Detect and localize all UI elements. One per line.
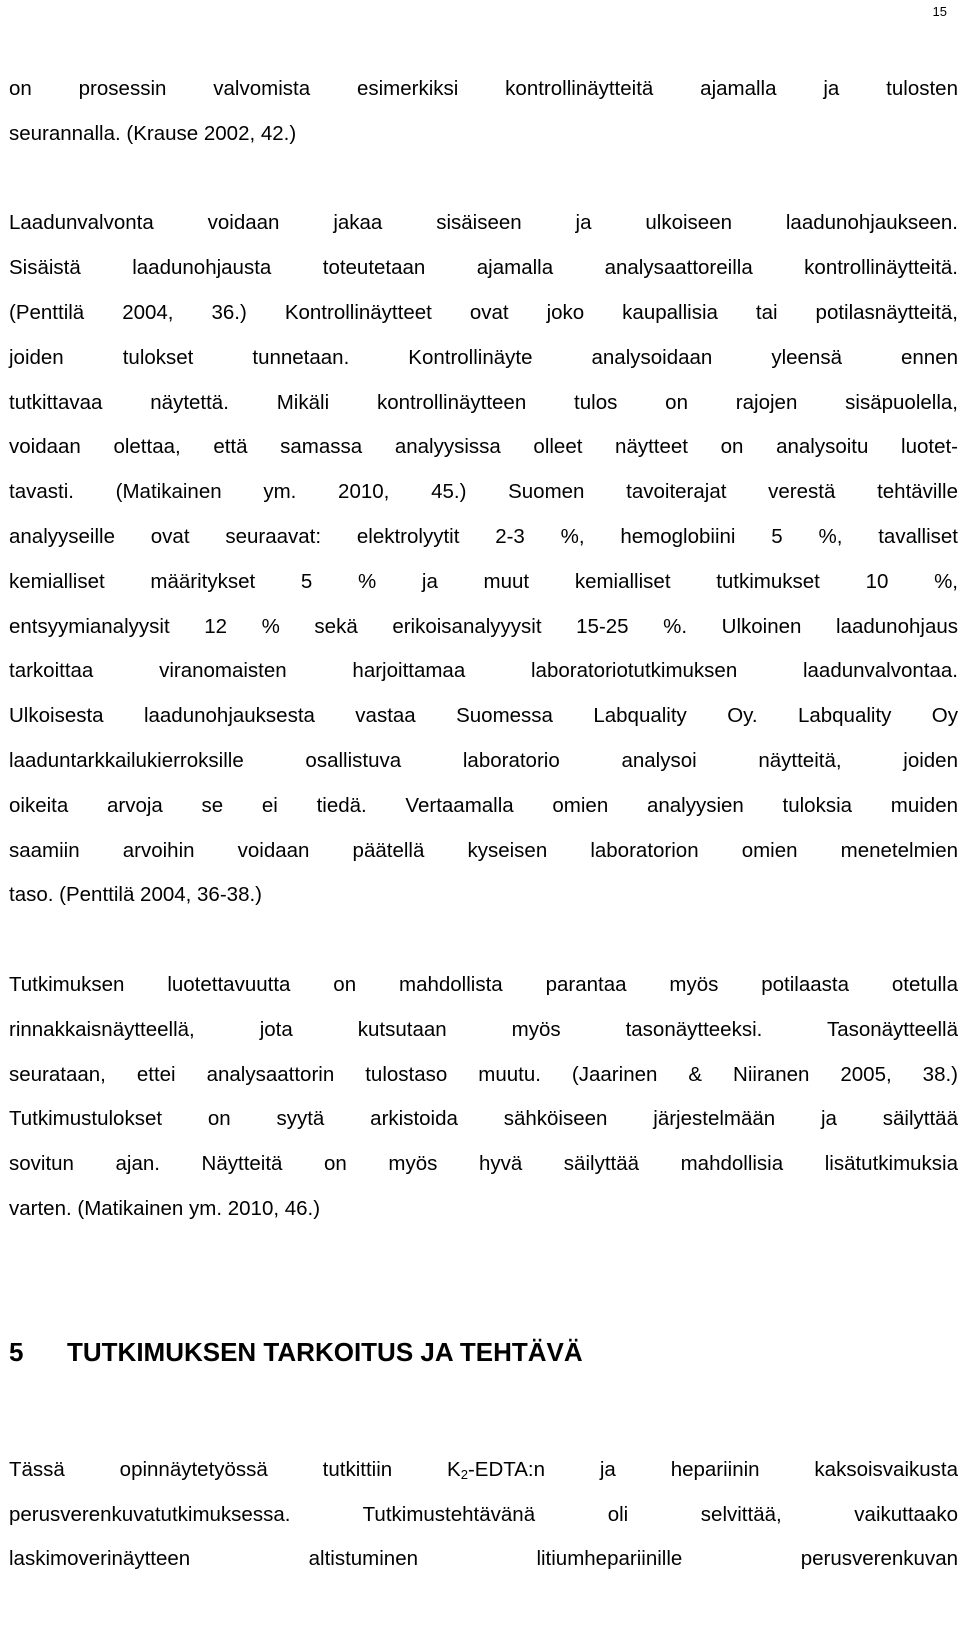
text-line: Sisäistä laadunohjausta toteutetaan ajamalla analysaattoreilla kontrollinäytteitä.: [9, 256, 958, 280]
text-line: Ulkoisesta laadunohjauksesta vastaa Suomessa Labquality Oy. Labquality Oy: [9, 704, 958, 728]
paragraph-3: [9, 963, 958, 1232]
text-line: tarkoittaa viranomaisten harjoittamaa laboratoriotutkimuksen laadunvalvontaa.: [9, 659, 958, 683]
text-line: perusverenkuvatutkimuksessa. Tutkimustehtävänä oli selvittää, vaikuttaako: [9, 1502, 958, 1526]
text-line: rinnakkaisnäytteellä, jota kutsutaan myös tasonäytteeksi. Tasonäytteellä: [9, 1017, 958, 1041]
text-line: Tutkimuksen luotettavuutta on mahdollista parantaa myös potilaasta otetulla: [9, 972, 958, 996]
text-fragment: -EDTA:n ja hepariinin kaksoisvaikusta: [467, 1457, 958, 1481]
paragraph-4: [9, 1448, 958, 1582]
text-line: analyyseille ovat seuraavat: elektrolyytit 2-3 %, hemoglobiini 5 %, tavalliset: [9, 524, 958, 548]
text-line: tutkittavaa näytettä. Mikäli kontrollinäytteen tulos on rajojen sisäpuolella,: [9, 390, 958, 414]
text-line: oikeita arvoja se ei tiedä. Vertaamalla omien analyysien tuloksia muiden: [9, 793, 958, 817]
text-line: on prosessin valvomista esimerkiksi kontrollinäytteitä ajamalla ja tulosten: [9, 77, 958, 100]
text-line: varten. (Matikainen ym. 2010, 46.): [9, 1196, 321, 1220]
text-line: entsyymianalyysit 12 % sekä erikoisanalyyysit 15-25 %. Ulkoinen laadunohjaus: [9, 614, 958, 638]
document-body: [9, 67, 958, 1582]
text-line: seurataan, ettei analysaattorin tulostaso muutu. (Jaarinen & Niiranen 2005, 38.): [9, 1062, 958, 1086]
text-line: saamiin arvoihin voidaan päätellä kyseisen laboratorion omien menetelmien: [9, 838, 958, 862]
section-title: TUTKIMUKSEN TARKOITUS JA TEHTÄVÄ: [67, 1336, 583, 1367]
text-line: (Penttilä 2004, 36.) Kontrollinäytteet ovat joko kaupallisia tai potilasnäytteitä,: [9, 300, 958, 324]
text-line: sovitun ajan. Näytteitä on myös hyvä säilyttää mahdollisia lisätutkimuksia: [9, 1152, 958, 1176]
text-fragment: Tässä opinnäytetyössä tutkittiin K: [9, 1457, 461, 1481]
text-line: [9, 1448, 958, 1493]
subscript: 2: [460, 1466, 468, 1482]
section-heading: [9, 1322, 958, 1382]
text-line: seurannalla. (Krause 2002, 42.): [9, 121, 297, 145]
text-line: kemialliset määritykset 5 % ja muut kemialliset tutkimukset 10 %,: [9, 569, 958, 593]
section-number: 5: [9, 1336, 24, 1367]
text-line: taso. (Penttilä 2004, 36-38.): [9, 883, 262, 907]
text-line: laskimoverinäytteen altistuminen litiumhepariinille perusverenkuvan: [9, 1547, 958, 1571]
text-line: joiden tulokset tunnetaan. Kontrollinäyte analysoidaan yleensä ennen: [9, 345, 958, 369]
text-line: Laadunvalvonta voidaan jakaa sisäiseen ja ulkoiseen laadunohjaukseen.: [9, 211, 958, 235]
paragraph-2: [9, 201, 958, 918]
text-line: laaduntarkkailukierroksille osallistuva laboratorio analysoi näytteitä, joiden: [9, 748, 958, 772]
text-line: tavasti. (Matikainen ym. 2010, 45.) Suomen tavoiterajat verestä tehtäville: [9, 480, 958, 504]
text-line: Tutkimustulokset on syytä arkistoida sähköiseen järjestelmään ja säilyttää: [9, 1107, 958, 1131]
paragraph-1: [9, 67, 958, 157]
page-number: 15: [932, 4, 947, 19]
text-line: voidaan olettaa, että samassa analyysissa olleet näytteet on analysoitu luotet-: [9, 435, 958, 459]
